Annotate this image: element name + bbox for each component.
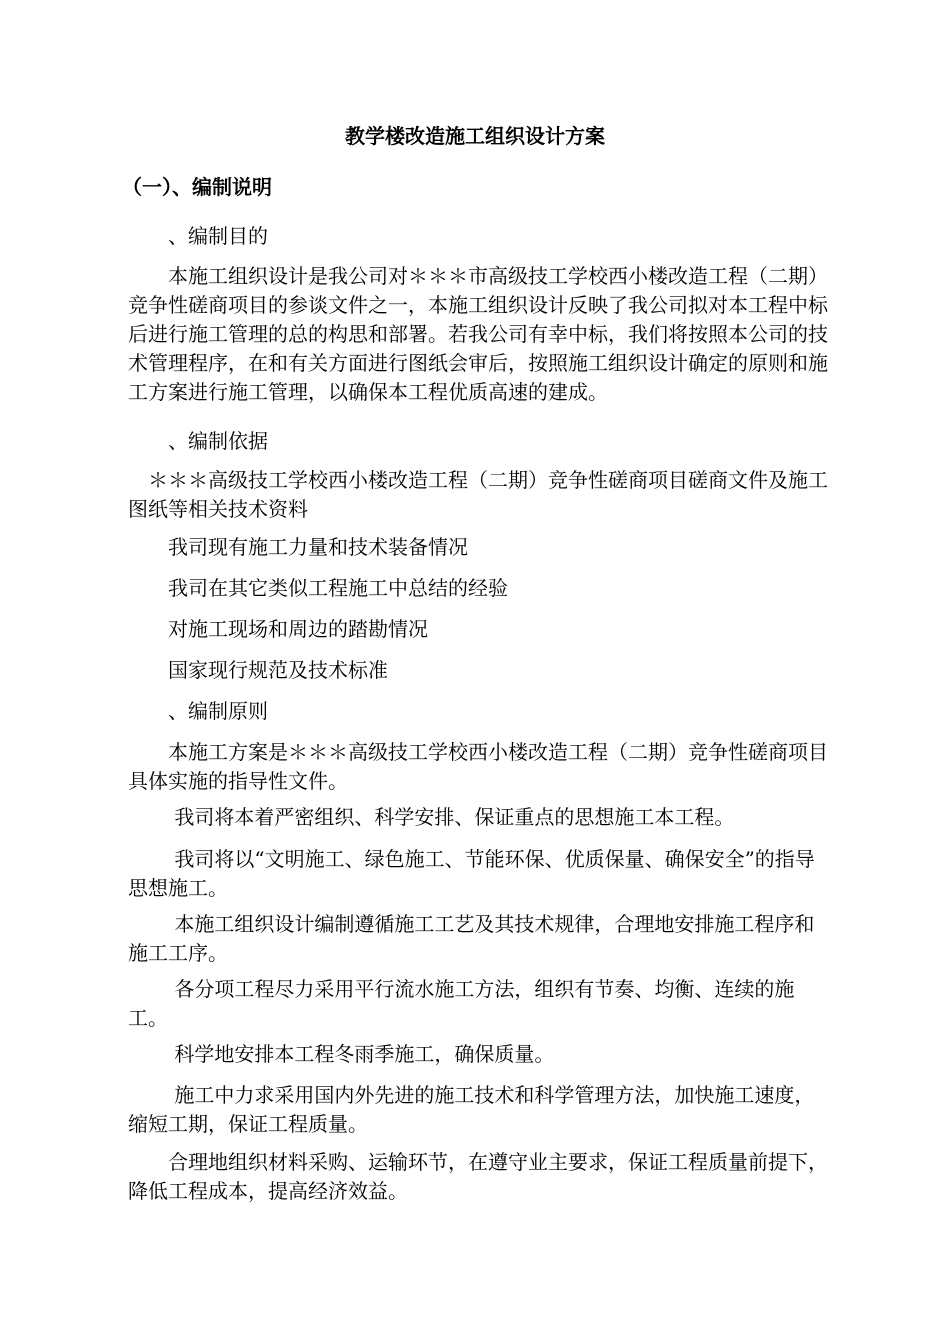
- list-item-principle-7: 合理地组织材料采购、运输环节，在遵守业主要求，保证工程质量前提下，降低工程成本，提高经济效益。: [128, 1150, 828, 1203]
- subheading-basis: 、编制依据: [128, 429, 268, 453]
- paragraph-purpose: 本施工组织设计是我公司对＊＊＊市高级技工学校西小楼改造工程（二期）竞争性磋商项目的参谈文件之一，本施工组织设计反映了我公司拟对本工程中标后进行施工管理的总的构思和部署。若我公司有幸中标，我们将按照本公司的技术管理程序，在和有关方面进行图纸会审后，按照施工组织设计确定的原则和施工方案进行施工管理，以确保本工程优质高速的建成。: [128, 264, 828, 404]
- list-item-basis-1: ＊＊＊高级技工学校西小楼改造工程（二期）竞争性磋商项目磋商文件及施工图纸等相关技术资料: [128, 468, 828, 521]
- list-item-basis-3: 我司在其它类似工程施工中总结的经验: [128, 576, 508, 600]
- list-item-principle-5: 科学地安排本工程冬雨季施工，确保质量。: [128, 1042, 555, 1066]
- list-item-basis-5: 国家现行规范及技术标准: [128, 658, 388, 682]
- list-item-principle-3: 本施工组织设计编制遵循施工工艺及其技术规律，合理地安排施工程序和施工工序。: [128, 912, 815, 965]
- subheading-principles: 、编制原则: [128, 699, 268, 723]
- section-heading: （一）、编制说明: [122, 175, 272, 199]
- list-item-basis-4: 对施工现场和周边的踏勘情况: [128, 617, 428, 641]
- list-item-principle-1: 我司将本着严密组织、科学安排、保证重点的思想施工本工程。: [128, 805, 735, 829]
- list-item-principle-4: 各分项工程尽力采用平行流水施工方法，组织有节奏、均衡、连续的施工。: [128, 977, 795, 1030]
- list-item-principle-6: 施工中力求采用国内外先进的施工技术和科学管理方法，加快施工速度，缩短工期，保证工程质量。: [128, 1083, 815, 1136]
- paragraph-principles-intro: 本施工方案是＊＊＊高级技工学校西小楼改造工程（二期）竞争性磋商项目具体实施的指导性文件。: [128, 740, 828, 793]
- list-item-basis-2: 我司现有施工力量和技术装备情况: [128, 535, 468, 559]
- document-title: 教学楼改造施工组织设计方案: [345, 124, 605, 148]
- list-item-principle-2: 我司将以“文明施工、绿色施工、节能环保、优质保量、确保安全”的指导思想施工。: [128, 847, 815, 900]
- subheading-purpose: 、编制目的: [128, 224, 268, 248]
